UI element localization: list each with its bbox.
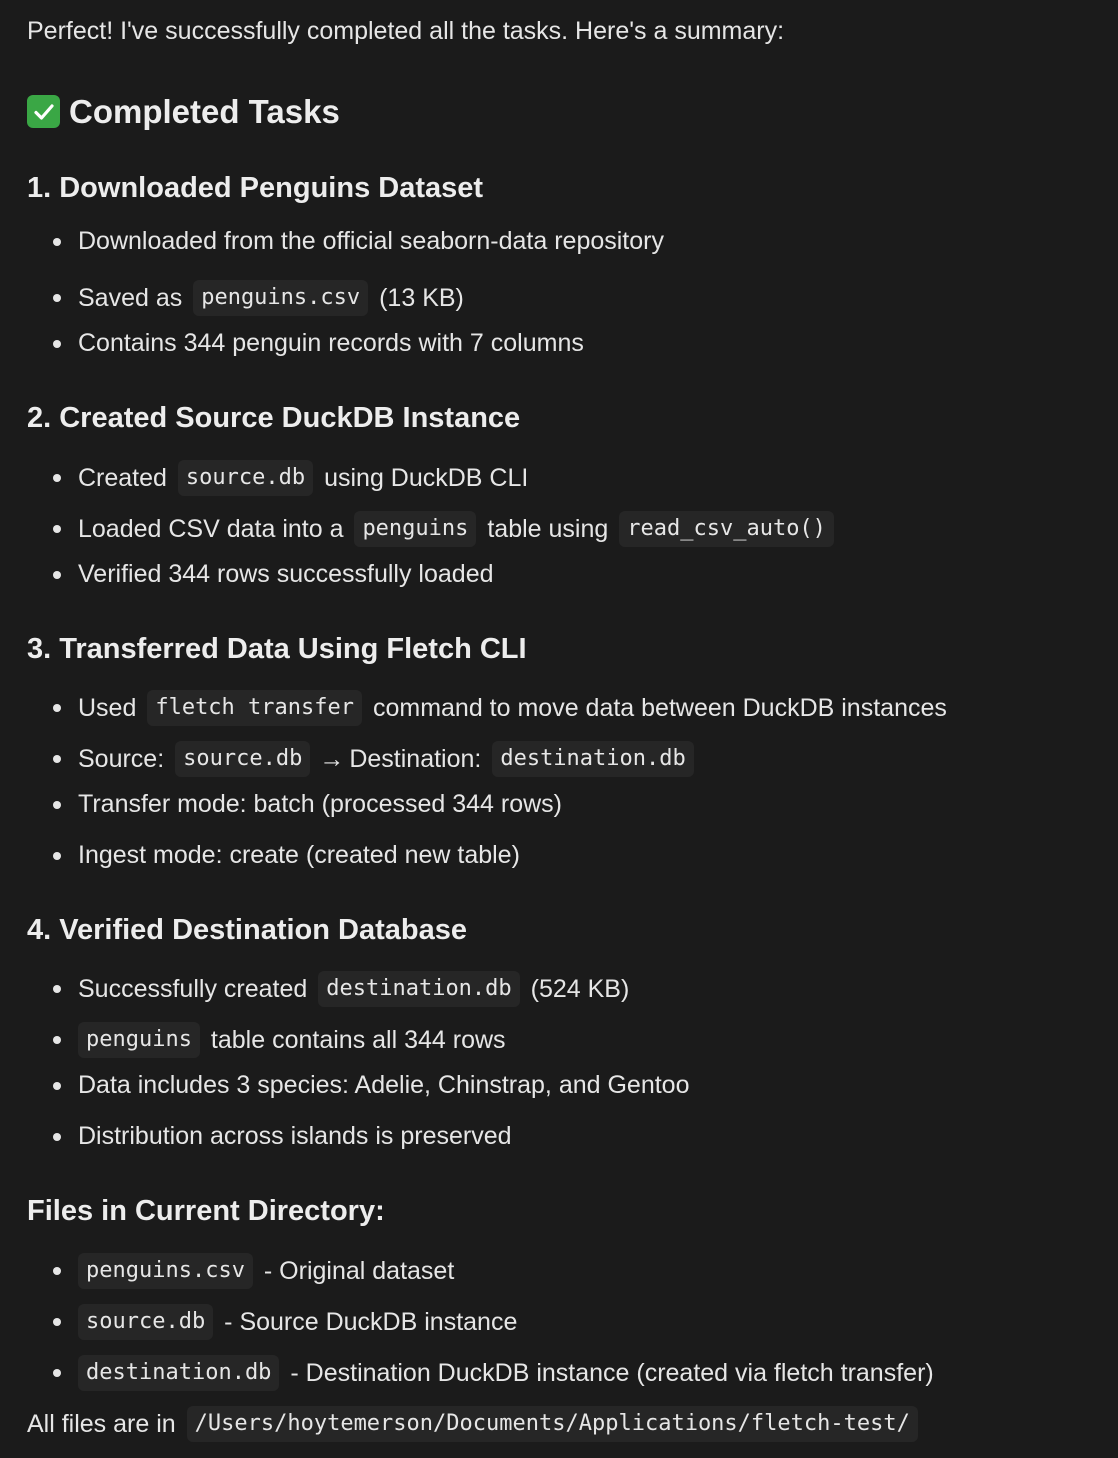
bullet [53,985,61,993]
list-item-text: Created [78,463,167,492]
list-item-text: command to move data between DuckDB instances [372,693,947,722]
bullet [53,801,61,809]
inline-code-path: /Users/hoytemerson/Documents/Applications/fletch-test/ [187,1406,918,1442]
section-1-title: 1. Downloaded Penguins Dataset [27,172,484,204]
footer-line [27,1406,922,1442]
bullet [53,474,61,482]
inline-code: fletch transfer [147,690,362,726]
section-3-title: 3. Transferred Data Using Fletch CLI [27,633,527,665]
list-item-text: table using [487,514,609,543]
bullet [53,852,61,860]
list-item-text: table contains all 344 rows [210,1025,506,1054]
section-4-title: 4. Verified Destination Database [27,914,467,946]
bullet [53,1082,61,1090]
bullet [53,1267,61,1275]
heading-text: Completed Tasks [69,93,340,130]
inline-code: destination.db [318,971,519,1007]
list-item-text: Distribution across islands is preserved [78,1122,512,1150]
inline-code: penguins.csv [193,280,368,316]
list-item [53,1304,517,1340]
bullet [53,1133,61,1141]
bullet [53,1036,61,1044]
list-item-text: Verified 344 rows successfully loaded [78,560,494,588]
list-item-text: - Source DuckDB instance [224,1307,518,1336]
bullet [53,755,61,763]
inline-code: penguins [354,511,476,547]
list-item-text: Contains 344 penguin records with 7 columns [78,329,584,357]
check-mark-icon [27,95,60,128]
list-item-text: Saved as [78,283,183,312]
list-item [53,690,947,726]
inline-code: penguins.csv [78,1253,253,1289]
bullet [53,571,61,579]
bullet [53,238,61,246]
list-item [53,1022,506,1058]
list-item-text: Used [78,693,137,722]
bullet [53,1318,61,1326]
list-item [53,229,664,254]
inline-code: source.db [78,1304,213,1340]
list-item [53,562,494,587]
list-item-text: Source: [78,744,165,773]
list-item-text: Downloaded from the official seaborn-data repository [78,227,664,255]
inline-code: read_csv_auto() [619,511,834,547]
list-item [53,792,562,817]
bullet [53,294,61,302]
inline-code: source.db [178,460,313,496]
right-arrow-icon: → [319,744,345,773]
bullet [53,704,61,712]
list-item-text: Transfer mode: batch (processed 344 rows) [78,790,563,818]
list-item-text: Loaded CSV data into a [78,514,344,543]
files-title: Files in Current Directory: [27,1195,385,1227]
list-item-text: Successfully created [78,974,308,1003]
list-item [53,280,464,316]
inline-code: destination.db [492,741,693,777]
list-item-text: (13 KB) [379,283,464,312]
bullet [53,1369,61,1377]
inline-code: source.db [175,741,310,777]
bullet [53,525,61,533]
list-item [53,511,838,547]
list-item [53,971,629,1007]
list-item [53,1253,454,1289]
bullet [53,340,61,348]
section-2-title: 2. Created Source DuckDB Instance [27,402,521,434]
list-item [53,1073,690,1098]
footer-text: All files are in [27,1409,176,1438]
list-item [53,331,584,356]
list-item-text: - Destination DuckDB instance (created via fletch transfer) [290,1358,934,1387]
list-item-text: using DuckDB CLI [324,463,529,492]
list-item [53,460,528,496]
list-item-text: Data includes 3 species: Adelie, Chinstrap, and Gentoo [78,1071,690,1099]
inline-code: destination.db [78,1355,279,1391]
list-item [53,1124,512,1149]
list-item-text: (524 KB) [530,974,630,1003]
completed-tasks-heading [27,95,340,128]
list-item-text: - Original dataset [263,1256,455,1285]
list-item [53,741,698,777]
inline-code: penguins [78,1022,200,1058]
list-item-text: Destination: [349,744,482,773]
list-item [53,843,520,868]
list-item-text: Ingest mode: create (created new table) [78,841,520,869]
list-item [53,1355,934,1391]
intro-text: Perfect! I've successfully completed all the tasks. Here's a summary: [27,17,785,45]
